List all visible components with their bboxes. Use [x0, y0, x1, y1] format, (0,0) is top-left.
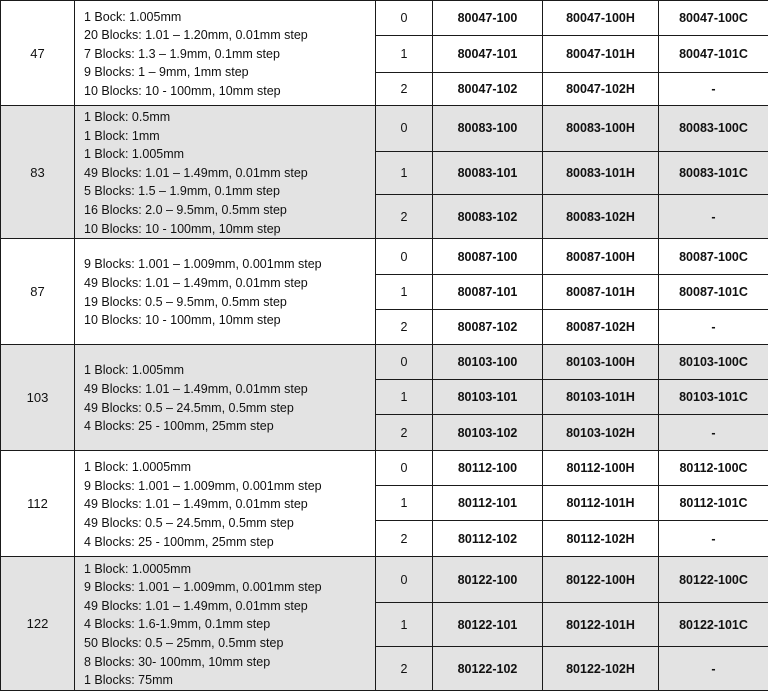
standard-code-cell: 80103-100: [433, 345, 543, 380]
grade-cell: 0: [376, 1, 433, 36]
h-code-cell: 80103-102H: [543, 415, 659, 451]
h-code-cell: 80112-100H: [543, 451, 659, 486]
standard-code-cell: 80047-101: [433, 36, 543, 73]
table-row: [1, 1, 768, 36]
set-pieces-cell: 103: [1, 345, 75, 451]
standard-code-cell: 80083-100: [433, 106, 543, 152]
block-spec-line: 16 Blocks: 2.0 – 9.5mm, 0.5mm step: [84, 201, 375, 220]
c-code-cell: -: [659, 521, 768, 557]
c-code-cell: 80122-100C: [659, 557, 768, 603]
block-spec-line: 49 Blocks: 1.01 – 1.49mm, 0.01mm step: [84, 495, 375, 514]
block-spec-line: 4 Blocks: 1.6-1.9mm, 0.1mm step: [84, 615, 375, 634]
grade-cell: 1: [376, 151, 433, 195]
h-code-cell: 80122-100H: [543, 557, 659, 603]
block-spec-line: 49 Blocks: 1.01 – 1.49mm, 0.01mm step: [84, 274, 375, 293]
h-code-cell: 80083-100H: [543, 106, 659, 152]
c-code-cell: -: [659, 195, 768, 239]
set-contents-cell: [75, 106, 376, 239]
grade-cell: 2: [376, 415, 433, 451]
grade-cell: 1: [376, 486, 433, 521]
block-spec-line: 49 Blocks: 0.5 – 24.5mm, 0.5mm step: [84, 399, 375, 418]
set-contents-cell: [75, 557, 376, 691]
block-spec-line: 8 Blocks: 30- 100mm, 10mm step: [84, 653, 375, 672]
block-spec-line: 10 Blocks: 10 - 100mm, 10mm step: [84, 82, 375, 101]
set-contents-cell: [75, 239, 376, 345]
block-spec-line: 1 Block: 1.0005mm: [84, 560, 375, 579]
set-contents-cell: [75, 1, 376, 106]
table-row: [1, 557, 768, 603]
table-row: [1, 239, 768, 275]
block-spec-line: 1 Block: 1.005mm: [84, 145, 375, 164]
block-spec-line: 49 Blocks: 0.5 – 24.5mm, 0.5mm step: [84, 514, 375, 533]
set-contents-cell: [75, 345, 376, 451]
standard-code-cell: 80122-102: [433, 647, 543, 691]
block-spec-line: 1 Blocks: 75mm: [84, 671, 375, 690]
set-pieces-cell: 122: [1, 557, 75, 691]
c-code-cell: 80103-100C: [659, 345, 768, 380]
c-code-cell: -: [659, 647, 768, 691]
standard-code-cell: 80087-102: [433, 310, 543, 345]
c-code-cell: 80047-101C: [659, 36, 768, 73]
c-code-cell: 80103-101C: [659, 380, 768, 415]
c-code-cell: 80083-100C: [659, 106, 768, 152]
standard-code-cell: 80112-101: [433, 486, 543, 521]
c-code-cell: 80083-101C: [659, 151, 768, 195]
standard-code-cell: 80047-102: [433, 73, 543, 106]
grade-cell: 0: [376, 106, 433, 152]
block-spec-line: 49 Blocks: 1.01 – 1.49mm, 0.01mm step: [84, 380, 375, 399]
c-code-cell: 80047-100C: [659, 1, 768, 36]
c-code-cell: 80122-101C: [659, 603, 768, 647]
h-code-cell: 80047-101H: [543, 36, 659, 73]
block-spec-line: 9 Blocks: 1.001 – 1.009mm, 0.001mm step: [84, 255, 375, 274]
grade-cell: 0: [376, 451, 433, 486]
block-spec-line: 10 Blocks: 10 - 100mm, 10mm step: [84, 311, 375, 330]
block-spec-line: 19 Blocks: 0.5 – 9.5mm, 0.5mm step: [84, 293, 375, 312]
grade-cell: 2: [376, 73, 433, 106]
block-spec-line: 10 Blocks: 10 - 100mm, 10mm step: [84, 220, 375, 239]
block-spec-line: 1 Bock: 1.005mm: [84, 8, 375, 27]
block-spec-line: 9 Blocks: 1 – 9mm, 1mm step: [84, 63, 375, 82]
standard-code-cell: 80103-102: [433, 415, 543, 451]
c-code-cell: 80112-101C: [659, 486, 768, 521]
h-code-cell: 80047-102H: [543, 73, 659, 106]
grade-cell: 0: [376, 239, 433, 275]
c-code-cell: -: [659, 73, 768, 106]
c-code-cell: -: [659, 310, 768, 345]
h-code-cell: 80112-102H: [543, 521, 659, 557]
standard-code-cell: 80122-101: [433, 603, 543, 647]
set-pieces-cell: 47: [1, 1, 75, 106]
grade-cell: 0: [376, 557, 433, 603]
grade-cell: 2: [376, 647, 433, 691]
block-spec-line: 9 Blocks: 1.001 – 1.009mm, 0.001mm step: [84, 578, 375, 597]
grade-cell: 0: [376, 345, 433, 380]
h-code-cell: 80087-102H: [543, 310, 659, 345]
h-code-cell: 80103-100H: [543, 345, 659, 380]
standard-code-cell: 80103-101: [433, 380, 543, 415]
c-code-cell: 80112-100C: [659, 451, 768, 486]
set-contents-cell: [75, 451, 376, 557]
block-spec-line: 1 Block: 1.0005mm: [84, 458, 375, 477]
set-pieces-cell: 112: [1, 451, 75, 557]
block-spec-line: 49 Blocks: 1.01 – 1.49mm, 0.01mm step: [84, 164, 375, 183]
standard-code-cell: 80112-100: [433, 451, 543, 486]
block-spec-line: 49 Blocks: 1.01 – 1.49mm, 0.01mm step: [84, 597, 375, 616]
table-row: [1, 451, 768, 486]
grade-cell: 1: [376, 275, 433, 310]
h-code-cell: 80122-102H: [543, 647, 659, 691]
grade-cell: 2: [376, 195, 433, 239]
table-row: [1, 106, 768, 152]
block-spec-line: 9 Blocks: 1.001 – 1.009mm, 0.001mm step: [84, 477, 375, 496]
standard-code-cell: 80087-101: [433, 275, 543, 310]
block-spec-line: 1 Block: 1mm: [84, 127, 375, 146]
set-pieces-cell: 83: [1, 106, 75, 239]
block-spec-line: 1 Block: 1.005mm: [84, 361, 375, 380]
standard-code-cell: 80112-102: [433, 521, 543, 557]
c-code-cell: -: [659, 415, 768, 451]
grade-cell: 1: [376, 603, 433, 647]
block-spec-line: 1 Block: 0.5mm: [84, 108, 375, 127]
standard-code-cell: 80047-100: [433, 1, 543, 36]
h-code-cell: 80087-100H: [543, 239, 659, 275]
h-code-cell: 80122-101H: [543, 603, 659, 647]
grade-cell: 1: [376, 36, 433, 73]
block-spec-line: 7 Blocks: 1.3 – 1.9mm, 0.1mm step: [84, 45, 375, 64]
c-code-cell: 80087-101C: [659, 275, 768, 310]
h-code-cell: 80087-101H: [543, 275, 659, 310]
grade-cell: 2: [376, 310, 433, 345]
grade-cell: 2: [376, 521, 433, 557]
c-code-cell: 80087-100C: [659, 239, 768, 275]
h-code-cell: 80047-100H: [543, 1, 659, 36]
block-spec-line: 20 Blocks: 1.01 – 1.20mm, 0.01mm step: [84, 26, 375, 45]
set-pieces-cell: 87: [1, 239, 75, 345]
h-code-cell: 80083-101H: [543, 151, 659, 195]
standard-code-cell: 80083-102: [433, 195, 543, 239]
h-code-cell: 80103-101H: [543, 380, 659, 415]
table-body: [1, 1, 768, 691]
block-spec-line: 4 Blocks: 25 - 100mm, 25mm step: [84, 417, 375, 436]
h-code-cell: 80112-101H: [543, 486, 659, 521]
standard-code-cell: 80083-101: [433, 151, 543, 195]
standard-code-cell: 80122-100: [433, 557, 543, 603]
block-spec-line: 4 Blocks: 25 - 100mm, 25mm step: [84, 533, 375, 552]
block-spec-line: 50 Blocks: 0.5 – 25mm, 0.5mm step: [84, 634, 375, 653]
block-spec-line: 5 Blocks: 1.5 – 1.9mm, 0.1mm step: [84, 182, 375, 201]
standard-code-cell: 80087-100: [433, 239, 543, 275]
grade-cell: 1: [376, 380, 433, 415]
h-code-cell: 80083-102H: [543, 195, 659, 239]
table-row: [1, 345, 768, 380]
